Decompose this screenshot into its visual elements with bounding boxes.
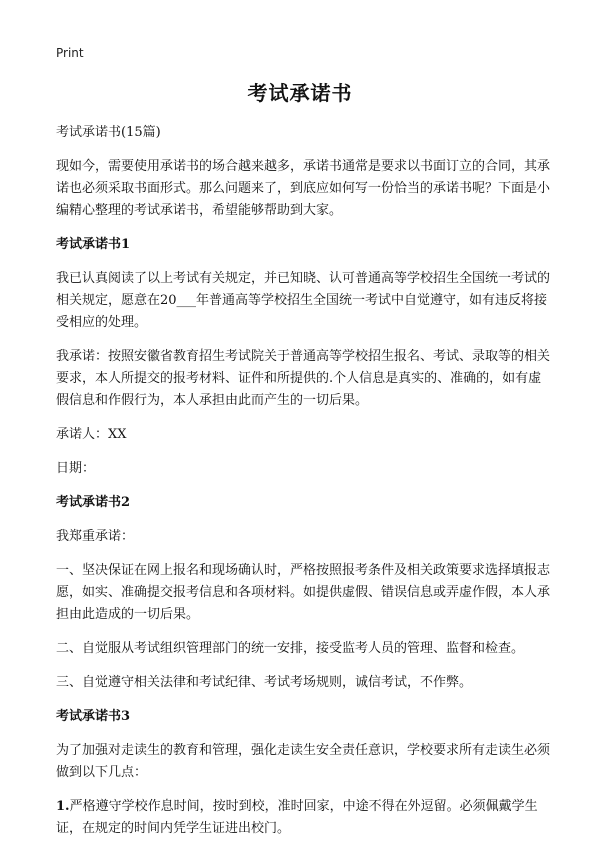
section-1-paragraph: 我已认真阅读了以上考试有关规定，并已知晓、认可普通高等学校招生全国统一考试的相关规定，愿意在20___年普通高等学校招生全国统一考试中自觉遵守，如有违反将接受相应的处理。 (56, 271, 551, 330)
signer-line: 承诺人：XX (56, 427, 127, 442)
section-heading-3: 考试承诺书3 (56, 709, 131, 724)
print-link[interactable]: Print (56, 46, 84, 60)
section-heading-2: 考试承诺书2 (56, 495, 131, 510)
section-heading-1: 考试承诺书1 (56, 237, 131, 252)
intro-paragraph: 现如今，需要使用承诺书的场合越来越多，承诺书通常是要求以书面订立的合同，其承诺也必须采取书面形式。那么问题来了，到底应如何写一份恰当的承诺书呢？下面是小编精心整理的考试承诺书，希望能够帮助到大家。 (56, 159, 551, 218)
date-line: 日期： (56, 461, 96, 476)
section-3-paragraph: 为了加强对走读生的教育和管理，强化走读生安全责任意识，学校要求所有走读生必须做到以下几点： (56, 743, 551, 780)
section-2-paragraph: 我郑重承诺： (56, 529, 135, 544)
section-2-paragraph: 二、自觉服从考试组织管理部门的统一安排，接受监考人员的管理、监督和检查。 (56, 641, 525, 656)
section-1-paragraph: 我承诺：按照安徽省教育招生考试院关于普通高等学校招生报名、考试、录取等的相关要求，本人所提交的报考材料、证件和所提供的.个人信息是真实的、准确的，如有虚假信息和作假行为，本人承担由此而产生的一切后果。 (56, 349, 551, 408)
list-item-text: 严格遵守学校作息时间，按时到校，准时回家，中途不得在外逗留。必须佩戴学生证，在规定的时间内凭学生证进出校门。 (56, 799, 538, 836)
list-item-number: 1. (56, 799, 70, 814)
section-3-list-item (56, 796, 550, 840)
section-2-paragraph: 一、坚决保证在网上报名和现场确认时，严格按照报考条件及相关政策要求选择填报志愿，如实、准确提交报考信息和各项材料。如提供虚假、错误信息或弄虚作假，本人承担由此造成的一切后果。 (56, 563, 551, 622)
document-title: 考试承诺书 (247, 81, 353, 105)
document-subtitle: 考试承诺书(15篇) (56, 125, 161, 140)
section-2-paragraph: 三、自觉遵守相关法律和考试纪律、考试考场规则，诚信考试，不作弊。 (56, 675, 473, 690)
document-body (56, 122, 550, 852)
